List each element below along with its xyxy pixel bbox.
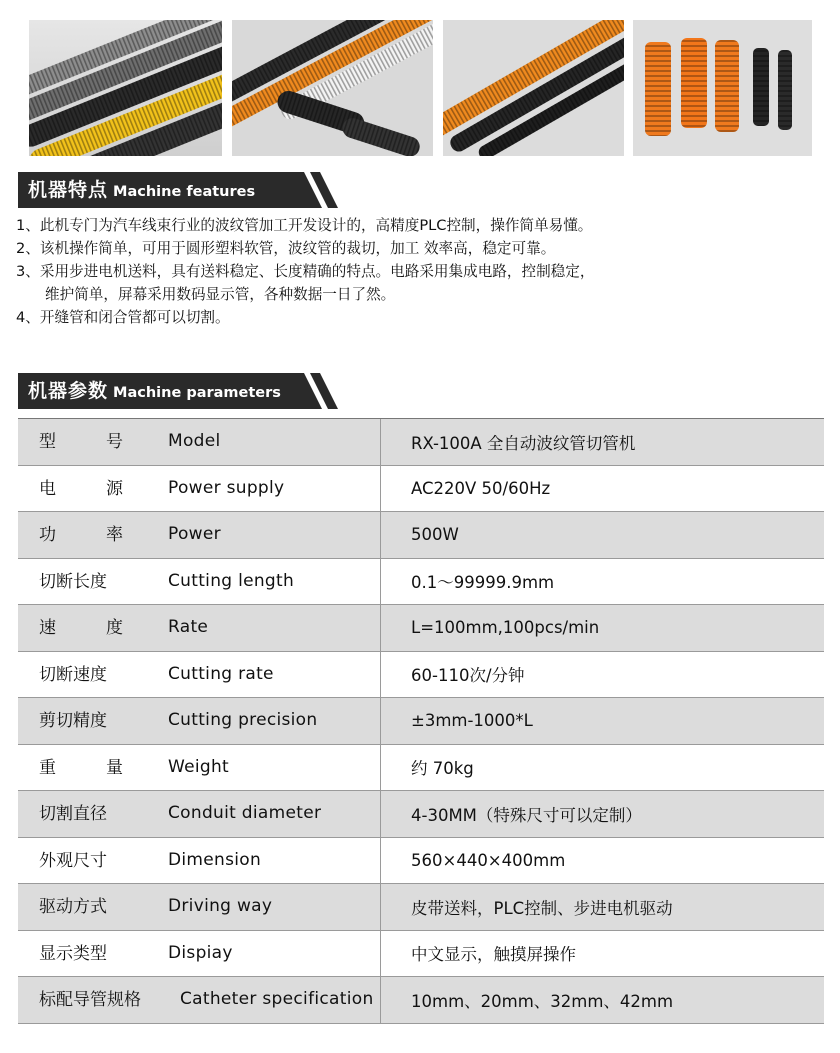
param-label-en: Catheter specification [180,989,374,1009]
table-row [18,838,824,885]
param-label-zh: 功 率 [39,525,123,545]
table-row [18,745,824,792]
param-label-cell [18,652,381,698]
table-row [18,652,824,699]
param-label-en: Cutting rate [168,663,274,684]
param-label-cell [18,931,381,977]
param-value: 10mm、20mm、32mm、42mm [411,991,674,1011]
table-row [18,791,824,838]
param-label-cell [18,512,381,558]
param-label-zh: 型 号 [39,432,123,452]
features-title-zh: 机器特点 [28,179,109,201]
features-list [16,214,826,329]
feature-item: 3、采用步进电机送料，具有送料稳定、长度精确的特点。电路采用集成电路，控制稳定， [16,263,595,280]
param-label-zh: 切断长度 [39,571,107,592]
param-label-en: Power [168,524,221,544]
param-label-cell [18,838,381,884]
param-label-zh: 显示类型 [39,943,107,964]
param-value: AC220V 50/60Hz [411,478,551,498]
param-label-en: Model [168,431,221,451]
table-row [18,698,824,745]
param-label-en: Cutting length [168,570,295,591]
param-value: ±3mm-1000*L [411,711,533,731]
params-title-en: Machine parameters [113,385,281,401]
features-section-header [18,172,338,208]
param-value: 4-30MM（特殊尺寸可以定制） [411,805,642,825]
param-label-zh: 速 度 [39,618,123,638]
params-table [18,418,824,1024]
param-label-zh: 外观尺寸 [39,850,107,871]
param-label-zh: 剪切精度 [39,711,107,731]
param-label-cell [18,466,381,512]
param-label-cell [18,745,381,791]
table-row [18,884,824,931]
param-label-en: Weight [168,756,230,777]
param-label-zh: 驱动方式 [39,897,107,917]
feature-item: 4、开缝管和闭合管都可以切割。 [16,309,230,326]
param-value: 约 70kg [411,759,474,779]
param-value: 60-110次/分钟 [411,666,525,686]
feature-item: 1、此机专门为汽车线束行业的波纹管加工开发设计的，高精度PLC控制，操作简单易懂。 [16,217,593,234]
table-row [18,559,824,606]
param-value: 560×440×400mm [411,850,566,870]
param-label-cell [18,419,381,465]
product-photo-orange-black-diagonal-conduits [443,20,624,156]
param-label-en: Dimension [168,849,262,870]
param-value: 500W [411,525,459,545]
params-section-header [18,373,338,409]
param-label-cell [18,884,381,930]
param-label-cell [18,791,381,837]
param-label-cell [18,698,381,744]
table-row [18,419,824,466]
product-photo-orange-white-black-conduits [232,20,433,156]
params-section-title [28,373,281,409]
param-label-en: Dispiay [168,942,233,963]
product-photo-grey-yellow-conduits [29,20,222,156]
product-photo-cut-conduit-pieces [633,20,812,156]
param-label-cell [18,977,381,1023]
params-title-zh: 机器参数 [28,380,109,402]
param-label-en: Rate [168,617,209,637]
param-label-cell [18,605,381,651]
param-label-zh: 电 源 [39,478,123,499]
param-value: 中文显示，触摸屏操作 [411,945,576,965]
param-label-zh: 切割直径 [39,804,107,824]
table-row [18,931,824,978]
features-section-title [28,172,255,208]
feature-item-continuation: 维护简单，屏幕采用数码显示管，各种数据一日了然。 [45,286,396,303]
param-label-en: Cutting precision [168,710,318,730]
param-value: RX-100A 全自动波纹管切管机 [411,433,636,453]
feature-item: 2、该机操作简单，可用于圆形塑料软管，波纹管的裁切，加工 效率高，稳定可靠。 [16,240,556,257]
param-value: L=100mm,100pcs/min [411,618,600,638]
product-photos [0,0,840,170]
param-value: 0.1～99999.9mm [411,573,555,593]
table-row [18,466,824,513]
table-row [18,512,824,559]
table-row [18,977,824,1024]
table-row [18,605,824,652]
param-label-zh: 标配导管规格 [39,990,141,1010]
param-label-en: Power supply [168,477,285,498]
param-label-zh: 重 量 [39,757,123,778]
param-label-zh: 切断速度 [39,664,107,685]
param-label-cell [18,559,381,605]
param-value: 皮带送料，PLC控制、步进电机驱动 [411,898,673,918]
features-title-en: Machine features [113,184,256,200]
param-label-en: Conduit diameter [168,803,322,823]
param-label-en: Driving way [168,896,273,916]
